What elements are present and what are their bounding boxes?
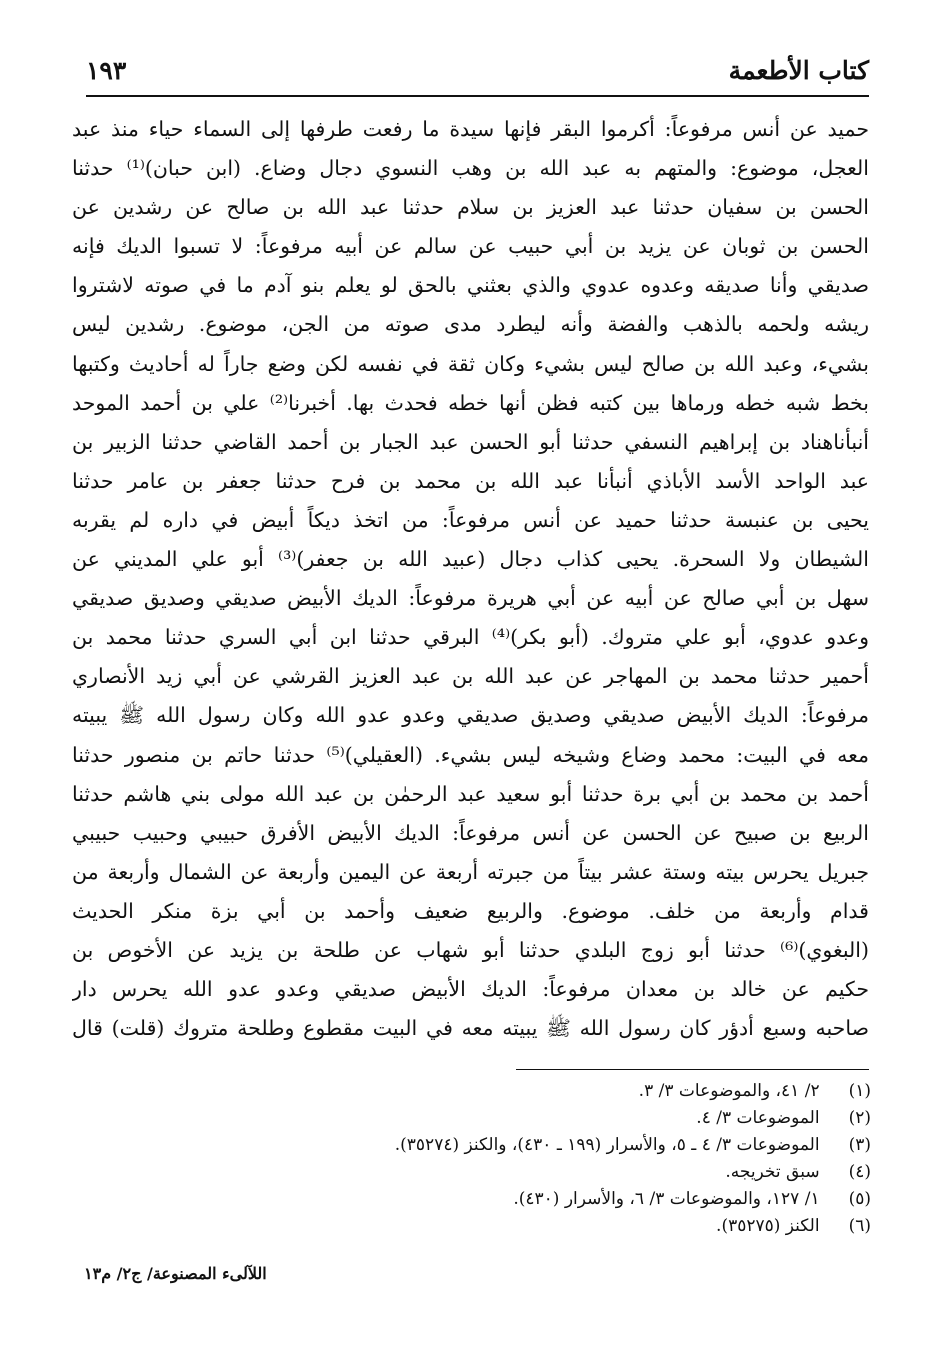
footnotes — [71, 1078, 871, 1240]
text-line: حميد عن أنس مرفوعاً: أكرموا البقر فإنها سيدة ما رفعت طرفها إلى السماء حياء منذ عبد — [72, 117, 869, 141]
text-line: بخط شبه خطه ورماها بين كتبه فظن أنها خطه فحدث بها. أخبرنا⁽²⁾ علي بن أحمد الموحد — [72, 390, 869, 415]
text-line: سهل بن أبي صالح عن أبيه عن أبي هريرة مرفوعاً: الديك الأبيض صديقي وصديق صديقي — [72, 586, 869, 611]
text-line: جبريل يحرس بيته وستة عشر بيتاً من جبرته أربعة عن اليمين وأربعة عن الشمال وأربعة من — [72, 859, 869, 884]
text-line: قدام وأربعة من خلف. موضوع. والربيع ضعيف وأحمد بن أبي بزة منكر الحديث — [72, 898, 869, 923]
text-line: معه في البيت: محمد وضاع وشيخه ليس بشيء. (العقيلي)⁽⁵⁾ حدثنا حاتم بن منصور حدثنا — [72, 742, 869, 767]
text-line: مرفوعاً: الديك الأبيض صديقي وصديق صديقي وعدو عدو الله وكان رسول الله ﷺ يبيته — [72, 703, 869, 728]
footnote-text: الموضوعات ٣/ ٤. — [696, 1108, 820, 1128]
header-divider — [86, 95, 869, 97]
text-line: الحسن بن سفيان حدثنا عبد العزيز بن سلام حدثنا عبد الله بن صالح عن رشدين عن — [72, 195, 869, 220]
text-line: حكيم عن خالد بن معدان مرفوعاً: الديك الأبيض صديقي وعدو عدو الله يحرس دار — [72, 977, 869, 1002]
text-line: الحسن بن ثوبان عن يزيد بن أبي حبيب عن سالم عن أبيه مرفوعاً: لا تسبوا الديك فإنه — [72, 234, 869, 259]
footnote-number: (٦) — [848, 1216, 871, 1236]
footnote-divider — [516, 1069, 869, 1070]
text-line: الشيطان ولا السحرة. يحيى كذاب دجال (عبيد الله بن جعفر)⁽³⁾ أبو علي المديني عن — [72, 547, 869, 572]
footnote-text: سبق تخريجه. — [725, 1162, 820, 1182]
footnote-text: ١/ ١٢٧، والموضوعات ٣/ ٦، والأسرار (٤٣٠). — [513, 1189, 820, 1209]
text-line: عبد الواحد الأسد الأباذي أنبأنا عبد الله بن محمد بن فرح حدثنا جعفر بن عامر حدثنا — [72, 468, 869, 493]
footnote-text: الموضوعات ٣/ ٤ ـ ٥، والأسرار (١٩٩ ـ ٤٣٠)، والكنز (٣٥٢٧٤). — [394, 1135, 820, 1155]
footnote-item — [71, 1078, 871, 1105]
text-line: ريشه ولحمه بالذهب والفضة وأنه ليطرد مدى صوته من الجن، موضوع. رشدين ليس — [72, 312, 869, 337]
running-header — [86, 52, 869, 92]
main-text — [72, 110, 869, 1048]
text-line: أحمير حدثنا محمد بن المهاجر عن عبد الله بن عبد العزيز القرشي عن أبي زيد الأنصاري — [72, 664, 869, 689]
text-line: الربيع بن صبيح عن الحسن عن أنس مرفوعاً: الديك الأبيض الأفرق حبيبي وحبيب حبيبي — [72, 820, 869, 845]
footnote-number: (١) — [848, 1081, 871, 1101]
footnote-text: ٢/ ٤١، والموضوعات ٣/ ٣. — [638, 1081, 820, 1101]
text-line: (البغوي)⁽⁶⁾ حدثنا أبو زوج البلدي حدثنا أبو شهاب عن طلحة بن يزيد عن الأخوص بن — [72, 937, 869, 962]
footnote-number: (٣) — [848, 1135, 871, 1155]
text-line: وعدو عدوي، أبو علي متروك. (أبو بكر)⁽⁴⁾ البرقي حدثنا ابن أبي السري حدثنا محمد بن — [72, 625, 869, 650]
footnote-number: (٥) — [848, 1189, 871, 1209]
text-line: بشيء، وعبد الله بن صالح ليس بشيء وكان ثقة في نفسه لكن وضع جاراً له أحاديث وكتبها — [72, 351, 869, 376]
text-line: أحمد بن محمد بن أبي برة حدثنا أبو سعيد عبد الرحمٰن بن عبد الله مولى بني هاشم حدثنا — [72, 781, 869, 806]
footnote-item — [71, 1213, 871, 1240]
page-number: ١٩٣ — [86, 56, 127, 85]
footnote-number: (٢) — [848, 1108, 871, 1128]
footnote-item — [71, 1132, 871, 1159]
text-line: صديقي وأنا صديقه وعدوه عدوي والذي بعثني بالحق لو يعلم بنو آدم ما في صوته لاشتروا — [72, 273, 869, 298]
footnote-item — [71, 1159, 871, 1186]
footnote-number: (٤) — [848, 1162, 871, 1182]
printer-signature: اللآلىء المصنوعة/ ج٢/ م١٣ — [84, 1264, 267, 1283]
text-line: العجل، موضوع: والمتهم به عبد الله بن وهب النسوي دجال وضاع. (ابن حبان)⁽¹⁾ حدثنا — [72, 156, 869, 181]
text-line: يحيى بن عنبسة حدثنا حميد عن أنس مرفوعاً: من اتخذ ديكاً أبيض في داره لم يقربه — [72, 507, 869, 532]
footnote-item — [71, 1186, 871, 1213]
chapter-title: كتاب الأطعمة — [728, 56, 869, 85]
footnote-item — [71, 1105, 871, 1132]
text-line: أنبأناهناد بن إبراهيم النسفي حدثنا أبو الحسن عبد الجبار بن أحمد القاضي حدثنا الزبير بن — [72, 429, 869, 454]
text-line: صاحبه وسبع أدؤر كان رسول الله ﷺ يبيته معه في البيت مقطوع وطلحة متروك (قلت) قال — [72, 1016, 869, 1041]
footnote-text: الكنز (٣٥٢٧٥). — [716, 1216, 820, 1236]
